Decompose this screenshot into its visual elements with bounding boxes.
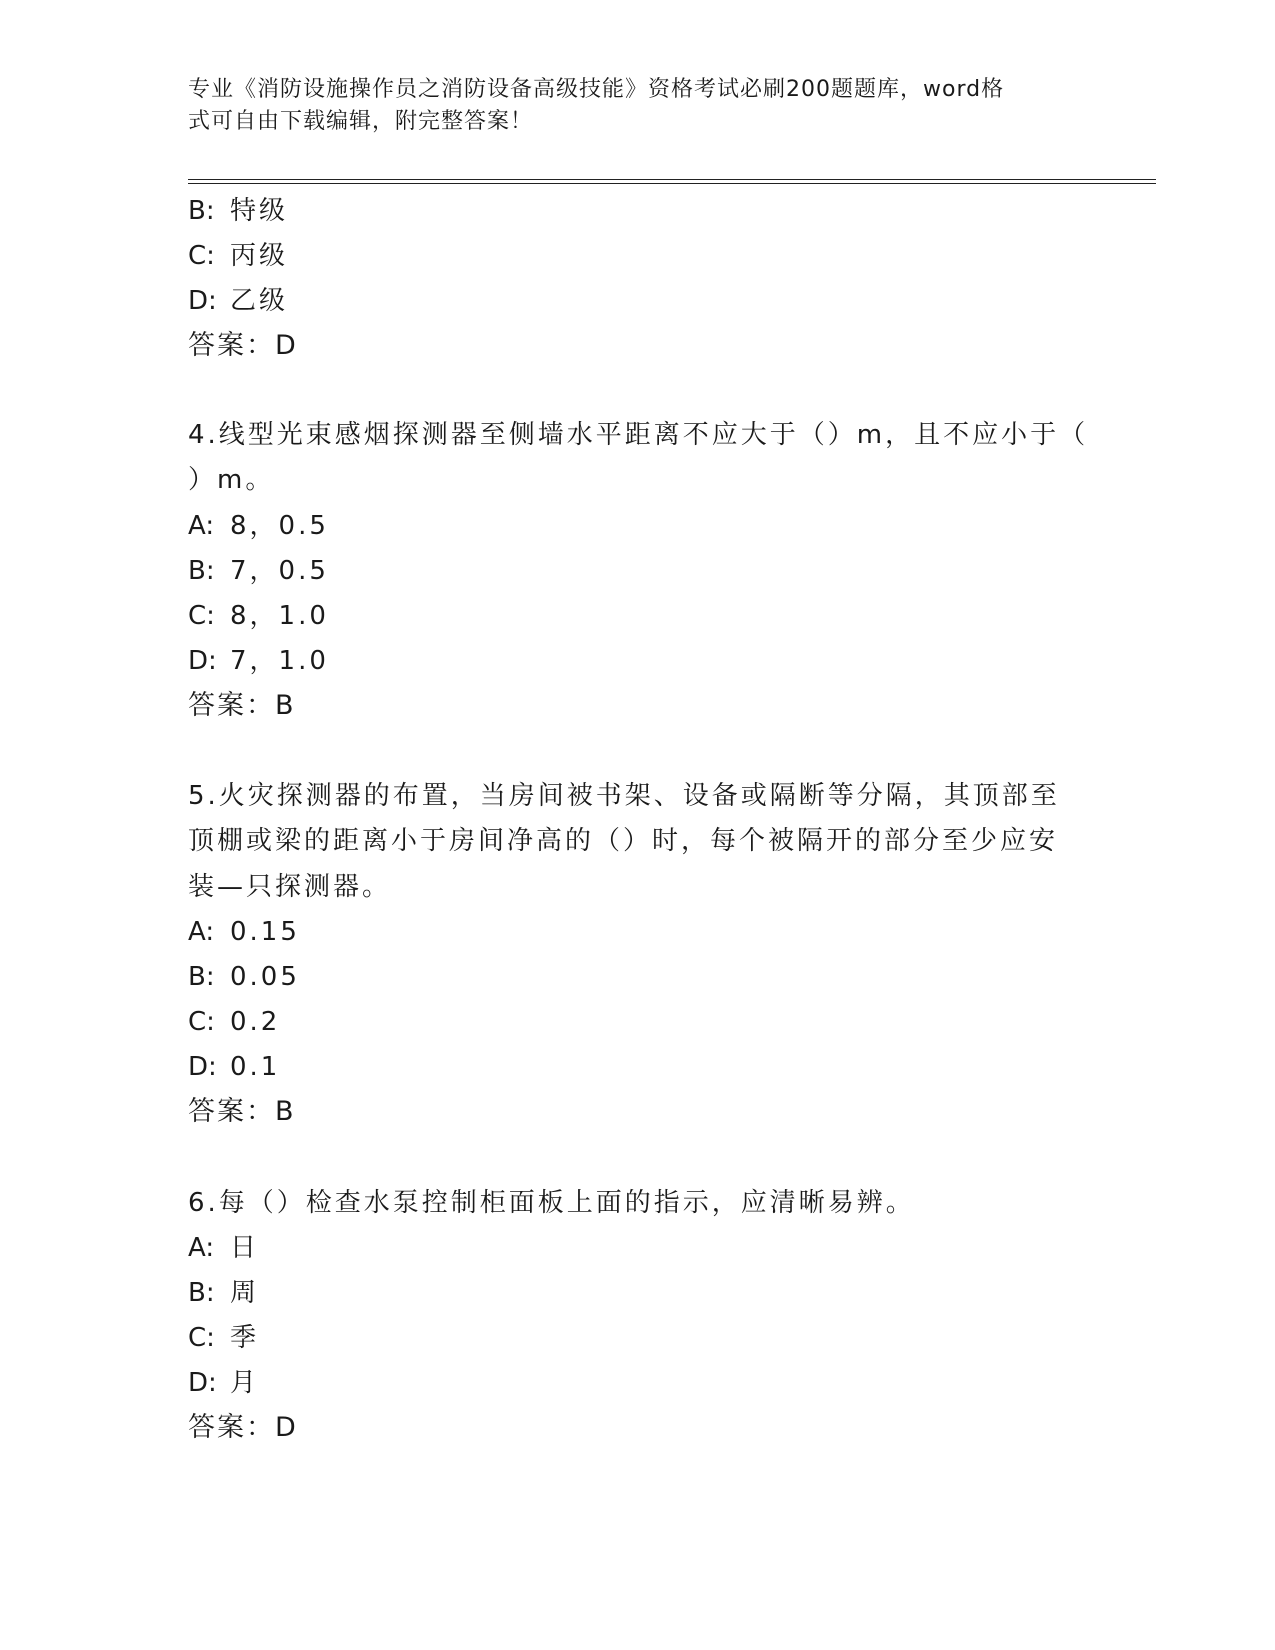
q6-option-b [188,1276,259,1310]
option-text: 周 [230,1278,260,1308]
option-key: C: [188,241,215,271]
q5-stem-line-1: 5.火灾探测器的布置，当房间被书架、设备或隔断等分隔，其顶部至 [188,781,1060,811]
q3-option-b [188,194,288,228]
option-key: C: [188,601,215,631]
q6-option-d [188,1366,259,1400]
q4-option-b [188,554,329,588]
option-text: 乙级 [230,286,289,316]
option-key: D: [188,1052,217,1082]
q4-option-d [188,644,329,678]
q4-stem-line-1: 4.线型光束感烟探测器至侧墙水平距离不应大于（）m，且不应小于（ [188,420,1089,450]
option-key: C: [188,1323,215,1353]
q3-answer: 答案：D [188,330,298,361]
option-key: B: [188,962,215,992]
option-text: 0.2 [230,1007,281,1037]
option-key: A: [188,511,215,541]
q5-stem-line-3: 装—只探测器。 [188,872,392,902]
option-text: 8，0.5 [230,511,329,541]
option-key: C: [188,1007,215,1037]
q4-answer: 答案：B [188,690,296,721]
q4-option-a [188,509,329,543]
q4-stem-line-2: ）m。 [188,465,275,495]
option-key: D: [188,646,217,676]
option-key: A: [188,1233,215,1263]
q5-answer: 答案：B [188,1096,296,1127]
option-text: 7，1.0 [230,646,329,676]
option-text: 0.1 [230,1052,281,1082]
option-key: B: [188,1278,215,1308]
option-text: 丙级 [230,241,289,271]
option-key: D: [188,286,217,316]
q4-option-c [188,599,329,633]
option-key: B: [188,196,215,226]
option-key: D: [188,1368,217,1398]
header-divider-bottom [188,183,1156,184]
q5-stem-line-2: 顶棚或梁的距离小于房间净高的（）时，每个被隔开的部分至少应安 [188,826,1059,856]
option-text: 季 [230,1323,260,1353]
header-line-1: 专业《消防设施操作员之消防设备高级技能》资格考试必刷200题题库，word格 [188,77,1005,102]
document-header [188,74,1068,138]
option-text: 7，0.5 [230,556,329,586]
q6-option-a [188,1231,259,1265]
q5-option-a [188,915,300,949]
option-text: 月 [230,1368,260,1398]
header-divider-top [188,179,1156,180]
q3-option-c [188,239,288,273]
q3-option-d [188,284,288,318]
q6-answer: 答案：D [188,1412,298,1443]
q6-stem-line-1: 6.每（）检查水泵控制柜面板上面的指示，应清晰易辨。 [188,1188,915,1218]
option-key: B: [188,556,215,586]
option-text: 0.15 [230,917,300,947]
q5-option-b [188,960,300,994]
q6-option-c [188,1321,259,1355]
option-key: A: [188,917,215,947]
option-text: 8，1.0 [230,601,329,631]
q5-option-d [188,1050,280,1084]
header-line-2: 式可自由下载编辑，附完整答案！ [188,109,534,134]
q5-option-c [188,1005,280,1039]
option-text: 日 [230,1233,260,1263]
option-text: 特级 [230,196,289,226]
option-text: 0.05 [230,962,300,992]
